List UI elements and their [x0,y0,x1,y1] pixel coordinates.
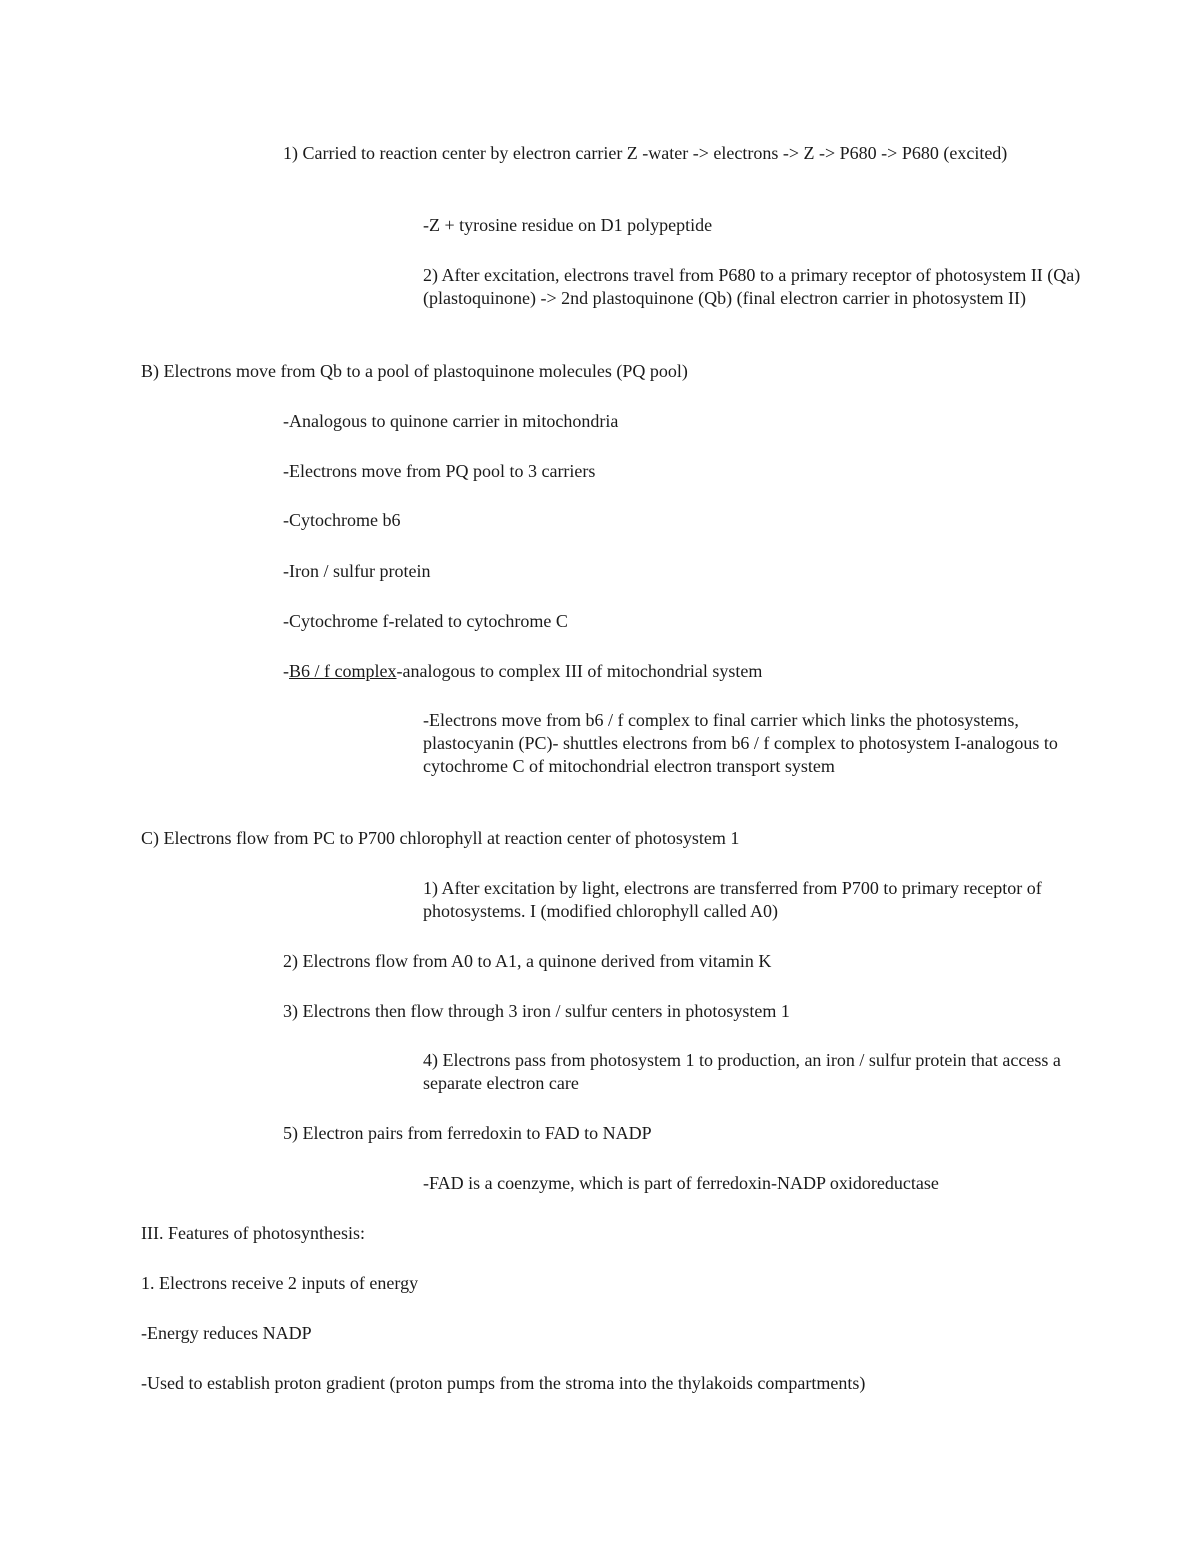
underlined-term: B6 / f complex [289,661,397,681]
section-heading: B) Electrons move from Qb to a pool of plastoquinone molecules (PQ pool) [141,361,688,381]
text-line: 2) After excitation, electrons travel from P680 to a primary receptor of photosystem II (Qa) (plastoquinone) -> 2nd plastoquinone (Qb) (final electron carrier in photosystem II) [423,265,1081,308]
text-line: 1) After excitation by light, electrons are transferred from P700 to primary receptor of photosystems. I (modified chlorophyll called A0) [423,878,1042,921]
text-line: -Used to establish proton gradient (proton pumps from the stroma into the thylakoids compartments) [141,1373,866,1393]
text-line: -Z + tyrosine residue on D1 polypeptide [423,215,713,235]
text-line: -Energy reduces NADP [141,1323,312,1343]
section-heading: III. Features of photosynthesis: [141,1223,365,1243]
text-line: 1) Carried to reaction center by electron carrier Z -water -> electrons -> Z -> P680 -> P680 (excited) [283,143,1008,163]
text-line: 1. Electrons receive 2 inputs of energy [141,1273,419,1293]
text-line: 2) Electrons flow from A0 to A1, a quinone derived from vitamin K [283,951,772,971]
text-line: -Analogous to quinone carrier in mitochondria [283,411,619,431]
text-line: -Cytochrome f-related to cytochrome C [283,611,568,631]
text-line: 4) Electrons pass from photosystem 1 to production, an iron / sulfur protein that access a separate electron care [423,1050,1061,1093]
text-line-b6f-complex [283,660,1083,683]
text-line: -FAD is a coenzyme, which is part of ferredoxin-NADP oxidoreductase [423,1173,939,1193]
text-line: 3) Electrons then flow through 3 iron / sulfur centers in photosystem 1 [283,1001,790,1021]
text-prefix: - [283,661,289,681]
section-heading: C) Electrons flow from PC to P700 chlorophyll at reaction center of photosystem 1 [141,828,740,848]
text-line: -Electrons move from b6 / f complex to final carrier which links the photosystems, plastocyanin (PC)- shuttles electrons from b6 / f complex to photosystem I-analogous to cytochrome C of mitochondrial electron transport system [423,710,1058,776]
text-line: -Iron / sulfur protein [283,561,431,581]
text-line: 5) Electron pairs from ferredoxin to FAD to NADP [283,1123,652,1143]
text-line: -Cytochrome b6 [283,510,401,530]
text-line: -Electrons move from PQ pool to 3 carriers [283,461,596,481]
text-suffix: -analogous to complex III of mitochondrial system [396,661,763,681]
